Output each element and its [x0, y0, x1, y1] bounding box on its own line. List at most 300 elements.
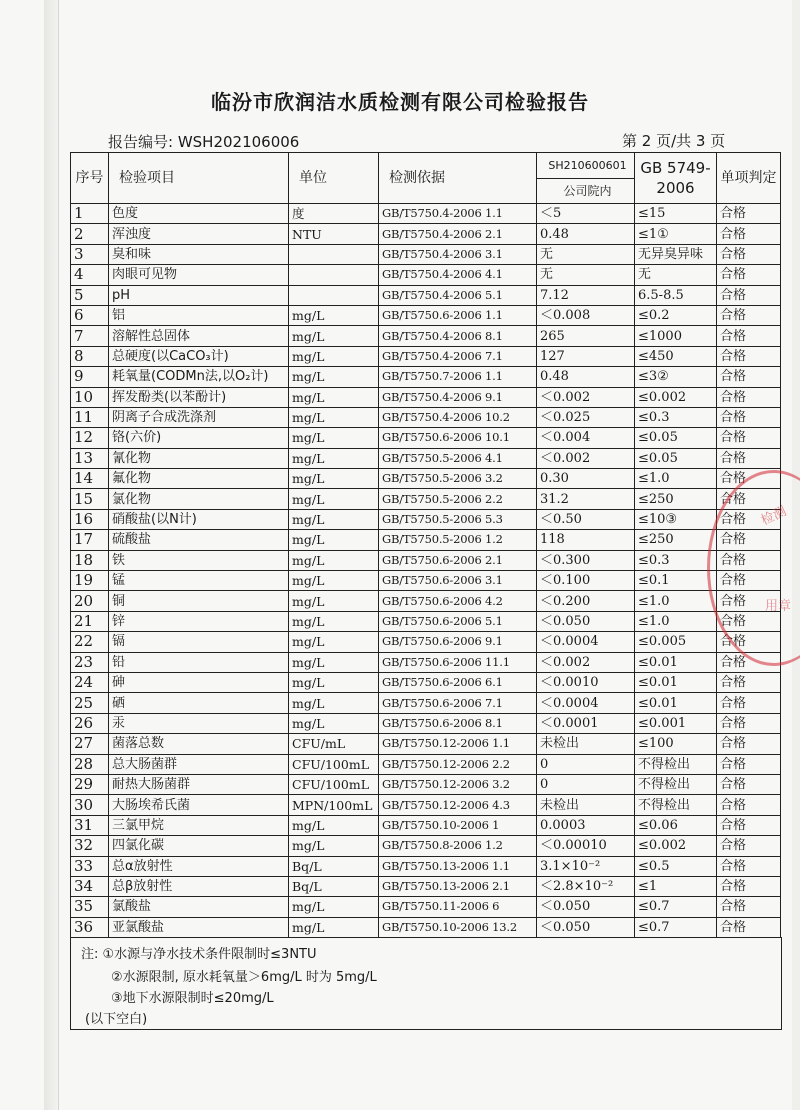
table-row — [71, 346, 781, 366]
row-unit — [289, 285, 379, 305]
row-judge: 合格 — [717, 652, 781, 672]
row-judge: 合格 — [717, 326, 781, 346]
row-limit: 不得检出 — [635, 754, 717, 774]
row-judge: 合格 — [717, 448, 781, 468]
row-number: 32 — [71, 836, 109, 856]
row-method: GB/T5750.6-2006 3.1 — [379, 571, 537, 591]
row-judge: 合格 — [717, 815, 781, 835]
table-row — [71, 917, 781, 937]
row-number: 25 — [71, 693, 109, 713]
row-judge: 合格 — [717, 204, 781, 224]
row-limit: ≤0.002 — [635, 836, 717, 856]
row-number: 29 — [71, 774, 109, 794]
row-method: GB/T5750.5-2006 4.1 — [379, 448, 537, 468]
row-item: 铅 — [109, 652, 289, 672]
row-method: GB/T5750.6-2006 9.1 — [379, 632, 537, 652]
row-unit: mg/L — [289, 917, 379, 937]
row-judge: 合格 — [717, 530, 781, 550]
row-number: 28 — [71, 754, 109, 774]
table-row — [71, 652, 781, 672]
row-item: 氯化物 — [109, 489, 289, 509]
row-result: 未检出 — [537, 734, 635, 754]
row-number: 7 — [71, 326, 109, 346]
row-limit: ≤250 — [635, 530, 717, 550]
row-limit: ≤0.002 — [635, 387, 717, 407]
table-row — [71, 469, 781, 489]
row-limit: ≤1.0 — [635, 469, 717, 489]
table-row — [71, 489, 781, 509]
row-judge: 合格 — [717, 469, 781, 489]
row-limit: 不得检出 — [635, 774, 717, 794]
row-result: 0.0003 — [537, 815, 635, 835]
row-item: 亚氯酸盐 — [109, 917, 289, 937]
row-result: ＜0.050 — [537, 611, 635, 631]
row-method: GB/T5750.10-2006 1 — [379, 815, 537, 835]
row-number: 12 — [71, 428, 109, 448]
row-result: ＜0.050 — [537, 917, 635, 937]
row-unit: mg/L — [289, 815, 379, 835]
row-unit: mg/L — [289, 652, 379, 672]
row-result: 未检出 — [537, 795, 635, 815]
row-result: ＜0.50 — [537, 509, 635, 529]
col-header-item: 检验项目 — [109, 153, 289, 204]
col-header-method: 检测依据 — [379, 153, 537, 204]
row-item: 阴离子合成洗涤剂 — [109, 407, 289, 427]
row-result: ＜0.00010 — [537, 836, 635, 856]
row-number: 34 — [71, 876, 109, 896]
stamp-text-top: 检测 — [758, 504, 789, 529]
row-result: 0.30 — [537, 469, 635, 489]
table-row — [71, 448, 781, 468]
row-limit: ≤0.05 — [635, 428, 717, 448]
row-item: 镉 — [109, 632, 289, 652]
report-title: 临汾市欣润洁水质检测有限公司检验报告 — [211, 90, 589, 114]
row-method: GB/T5750.4-2006 8.1 — [379, 326, 537, 346]
row-number: 10 — [71, 387, 109, 407]
row-judge: 合格 — [717, 611, 781, 631]
row-result: ＜0.025 — [537, 407, 635, 427]
row-judge: 合格 — [717, 428, 781, 448]
row-number: 18 — [71, 550, 109, 570]
row-result: ＜0.0004 — [537, 632, 635, 652]
row-method: GB/T5750.12-2006 1.1 — [379, 734, 537, 754]
row-unit: CFU/mL — [289, 734, 379, 754]
row-number: 33 — [71, 856, 109, 876]
sample-id: SH210600601 — [537, 154, 634, 179]
row-item: 硝酸盐(以N计) — [109, 509, 289, 529]
inspection-table — [70, 152, 781, 938]
row-number: 21 — [71, 611, 109, 631]
page-number: 第 2 页/共 3 页 — [622, 132, 726, 150]
row-limit: 不得检出 — [635, 795, 717, 815]
table-row — [71, 224, 781, 244]
row-method: GB/T5750.6-2006 1.1 — [379, 305, 537, 325]
row-method: GB/T5750.6-2006 4.2 — [379, 591, 537, 611]
table-row — [71, 244, 781, 264]
row-judge: 合格 — [717, 897, 781, 917]
row-unit: Bq/L — [289, 876, 379, 896]
row-limit: ≤1 — [635, 876, 717, 896]
row-result: ＜2.8×10⁻² — [537, 876, 635, 896]
table-row — [71, 305, 781, 325]
row-method: GB/T5750.10-2006 13.2 — [379, 917, 537, 937]
row-method: GB/T5750.4-2006 4.1 — [379, 265, 537, 285]
note-2: ②水源限制, 原水耗氧量＞6mg/L 时为 5mg/L — [111, 970, 377, 985]
row-judge: 合格 — [717, 509, 781, 529]
row-number: 4 — [71, 265, 109, 285]
table-row — [71, 693, 781, 713]
row-result: ＜0.0001 — [537, 713, 635, 733]
row-method: GB/T5750.4-2006 5.1 — [379, 285, 537, 305]
row-unit: mg/L — [289, 305, 379, 325]
row-result: 3.1×10⁻² — [537, 856, 635, 876]
row-item: 总β放射性 — [109, 876, 289, 896]
row-judge: 合格 — [717, 774, 781, 794]
table-row — [71, 632, 781, 652]
row-number: 1 — [71, 204, 109, 224]
row-judge: 合格 — [717, 632, 781, 652]
report-number: 报告编号: WSH202106006 — [108, 133, 300, 151]
row-result: 265 — [537, 326, 635, 346]
row-number: 9 — [71, 367, 109, 387]
row-unit: mg/L — [289, 632, 379, 652]
row-judge: 合格 — [717, 876, 781, 896]
table-row — [71, 795, 781, 815]
row-judge: 合格 — [717, 224, 781, 244]
row-judge: 合格 — [717, 693, 781, 713]
row-item: 色度 — [109, 204, 289, 224]
row-unit: mg/L — [289, 530, 379, 550]
col-header-unit: 单位 — [289, 153, 379, 204]
table-row — [71, 550, 781, 570]
table-header-row — [71, 153, 781, 204]
row-result: 118 — [537, 530, 635, 550]
row-unit: mg/L — [289, 489, 379, 509]
row-result: ＜0.0010 — [537, 672, 635, 692]
row-limit: ≤0.001 — [635, 713, 717, 733]
row-unit: Bq/L — [289, 856, 379, 876]
note-1: 注: ①水源与净水技术条件限制时≤3NTU — [81, 947, 317, 962]
row-limit: ≤10③ — [635, 509, 717, 529]
row-item: 浑浊度 — [109, 224, 289, 244]
row-item: 肉眼可见物 — [109, 265, 289, 285]
row-unit: mg/L — [289, 367, 379, 387]
row-result: 0 — [537, 754, 635, 774]
row-limit: 无异臭异味 — [635, 244, 717, 264]
row-method: GB/T5750.4-2006 2.1 — [379, 224, 537, 244]
row-result: ＜0.002 — [537, 448, 635, 468]
table-row — [71, 571, 781, 591]
row-result: 0 — [537, 774, 635, 794]
row-number: 14 — [71, 469, 109, 489]
row-number: 16 — [71, 509, 109, 529]
table-row — [71, 367, 781, 387]
table-row — [71, 509, 781, 529]
row-unit: mg/L — [289, 346, 379, 366]
row-method: GB/T5750.7-2006 1.1 — [379, 367, 537, 387]
row-limit: ≤0.7 — [635, 917, 717, 937]
row-limit: ≤3② — [635, 367, 717, 387]
row-number: 20 — [71, 591, 109, 611]
row-judge: 合格 — [717, 407, 781, 427]
row-item: 铝 — [109, 305, 289, 325]
row-item: pH — [109, 285, 289, 305]
row-method: GB/T5750.12-2006 2.2 — [379, 754, 537, 774]
col-header-standard — [635, 153, 717, 204]
table-row — [71, 530, 781, 550]
row-number: 13 — [71, 448, 109, 468]
row-unit: NTU — [289, 224, 379, 244]
row-method: GB/T5750.13-2006 2.1 — [379, 876, 537, 896]
row-limit: ≤1① — [635, 224, 717, 244]
row-method: GB/T5750.4-2006 3.1 — [379, 244, 537, 264]
row-judge: 合格 — [717, 856, 781, 876]
row-judge: 合格 — [717, 795, 781, 815]
table-body — [71, 204, 781, 938]
row-unit: mg/L — [289, 672, 379, 692]
row-item: 三氯甲烷 — [109, 815, 289, 835]
row-method: GB/T5750.5-2006 2.2 — [379, 489, 537, 509]
row-unit: CFU/100mL — [289, 774, 379, 794]
row-unit: mg/L — [289, 693, 379, 713]
row-judge: 合格 — [717, 265, 781, 285]
table-row — [71, 265, 781, 285]
row-number: 3 — [71, 244, 109, 264]
row-method: GB/T5750.4-2006 9.1 — [379, 387, 537, 407]
table-row — [71, 611, 781, 631]
row-number: 27 — [71, 734, 109, 754]
row-item: 挥发酚类(以苯酚计) — [109, 387, 289, 407]
row-limit: ≤250 — [635, 489, 717, 509]
row-judge: 合格 — [717, 367, 781, 387]
table-row — [71, 774, 781, 794]
row-method: GB/T5750.4-2006 10.2 — [379, 407, 537, 427]
row-number: 26 — [71, 713, 109, 733]
row-method: GB/T5750.6-2006 6.1 — [379, 672, 537, 692]
row-method: GB/T5750.4-2006 1.1 — [379, 204, 537, 224]
row-judge: 合格 — [717, 489, 781, 509]
row-judge: 合格 — [717, 346, 781, 366]
row-number: 24 — [71, 672, 109, 692]
table-row — [71, 713, 781, 733]
row-unit: mg/L — [289, 550, 379, 570]
row-item: 氟化物 — [109, 469, 289, 489]
row-limit: ≤0.3 — [635, 407, 717, 427]
row-judge: 合格 — [717, 285, 781, 305]
table-row — [71, 836, 781, 856]
row-item: 总大肠菌群 — [109, 754, 289, 774]
row-result: 31.2 — [537, 489, 635, 509]
row-limit: ≤100 — [635, 734, 717, 754]
row-result: 7.12 — [537, 285, 635, 305]
row-method: GB/T5750.13-2006 1.1 — [379, 856, 537, 876]
table-row — [71, 734, 781, 754]
row-item: 耐热大肠菌群 — [109, 774, 289, 794]
row-result: ＜0.300 — [537, 550, 635, 570]
row-item: 大肠埃希氏菌 — [109, 795, 289, 815]
row-number: 36 — [71, 917, 109, 937]
row-number: 11 — [71, 407, 109, 427]
row-judge: 合格 — [717, 754, 781, 774]
table-row — [71, 897, 781, 917]
table-row — [71, 815, 781, 835]
row-item: 汞 — [109, 713, 289, 733]
table-row — [71, 856, 781, 876]
row-unit: MPN/100mL — [289, 795, 379, 815]
row-limit: ≤1.0 — [635, 591, 717, 611]
note-3: ③地下水源限制时≤20mg/L — [111, 991, 274, 1006]
row-result: ＜0.100 — [537, 571, 635, 591]
table-row — [71, 428, 781, 448]
row-limit: ≤0.005 — [635, 632, 717, 652]
row-unit: mg/L — [289, 387, 379, 407]
row-item: 锰 — [109, 571, 289, 591]
row-judge: 合格 — [717, 571, 781, 591]
note-blank: (以下空白) — [85, 1012, 148, 1027]
row-number: 17 — [71, 530, 109, 550]
row-limit: ≤0.1 — [635, 571, 717, 591]
row-unit: mg/L — [289, 407, 379, 427]
row-method: GB/T5750.6-2006 2.1 — [379, 550, 537, 570]
row-limit: ≤450 — [635, 346, 717, 366]
row-unit: mg/L — [289, 469, 379, 489]
row-item: 总硬度(以CaCO₃计) — [109, 346, 289, 366]
row-method: GB/T5750.6-2006 8.1 — [379, 713, 537, 733]
row-method: GB/T5750.6-2006 5.1 — [379, 611, 537, 631]
row-limit: ≤0.01 — [635, 693, 717, 713]
row-unit: mg/L — [289, 509, 379, 529]
row-result: ＜0.002 — [537, 387, 635, 407]
row-method: GB/T5750.5-2006 5.3 — [379, 509, 537, 529]
row-unit: mg/L — [289, 591, 379, 611]
row-unit: mg/L — [289, 713, 379, 733]
row-limit: ≤1.0 — [635, 611, 717, 631]
row-limit: ≤0.05 — [635, 448, 717, 468]
row-judge: 合格 — [717, 305, 781, 325]
row-number: 30 — [71, 795, 109, 815]
row-number: 22 — [71, 632, 109, 652]
row-result: ＜0.050 — [537, 897, 635, 917]
row-judge: 合格 — [717, 591, 781, 611]
row-number: 5 — [71, 285, 109, 305]
table-row — [71, 876, 781, 896]
row-method: GB/T5750.8-2006 1.2 — [379, 836, 537, 856]
row-limit: ≤15 — [635, 204, 717, 224]
row-result: ＜0.0004 — [537, 693, 635, 713]
table-row — [71, 407, 781, 427]
col-header-no: 序号 — [71, 153, 109, 204]
row-number: 23 — [71, 652, 109, 672]
row-judge: 合格 — [717, 917, 781, 937]
row-method: GB/T5750.12-2006 3.2 — [379, 774, 537, 794]
row-result: 无 — [537, 265, 635, 285]
row-result: 无 — [537, 244, 635, 264]
row-unit: mg/L — [289, 326, 379, 346]
row-result: ＜0.008 — [537, 305, 635, 325]
row-number: 35 — [71, 897, 109, 917]
row-unit — [289, 265, 379, 285]
row-result: ＜5 — [537, 204, 635, 224]
row-limit: ≤0.01 — [635, 672, 717, 692]
stamp-text-bottom: 用章 — [765, 599, 792, 614]
row-judge: 合格 — [717, 836, 781, 856]
row-method: GB/T5750.12-2006 4.3 — [379, 795, 537, 815]
standard-label: GB 5749-2006 — [640, 159, 711, 197]
notes-box — [70, 937, 782, 1030]
row-method: GB/T5750.6-2006 7.1 — [379, 693, 537, 713]
row-number: 31 — [71, 815, 109, 835]
page-edge-left — [44, 0, 59, 1110]
row-result: 0.48 — [537, 224, 635, 244]
row-number: 8 — [71, 346, 109, 366]
row-number: 19 — [71, 571, 109, 591]
row-item: 氯酸盐 — [109, 897, 289, 917]
row-limit: ≤0.06 — [635, 815, 717, 835]
sample-location: 公司院内 — [563, 183, 612, 198]
row-item: 铜 — [109, 591, 289, 611]
row-result: 127 — [537, 346, 635, 366]
row-unit: mg/L — [289, 571, 379, 591]
table-row — [71, 387, 781, 407]
row-item: 硒 — [109, 693, 289, 713]
table-row — [71, 754, 781, 774]
row-number: 15 — [71, 489, 109, 509]
row-judge: 合格 — [717, 734, 781, 754]
row-result: 0.48 — [537, 367, 635, 387]
row-judge: 合格 — [717, 672, 781, 692]
row-unit: mg/L — [289, 428, 379, 448]
row-limit: ≤0.3 — [635, 550, 717, 570]
row-judge: 合格 — [717, 387, 781, 407]
row-unit: CFU/100mL — [289, 754, 379, 774]
row-item: 菌落总数 — [109, 734, 289, 754]
row-limit: ≤0.5 — [635, 856, 717, 876]
row-unit: mg/L — [289, 836, 379, 856]
table-row — [71, 204, 781, 224]
col-header-sample — [537, 153, 635, 204]
row-result: ＜0.200 — [537, 591, 635, 611]
table-row — [71, 591, 781, 611]
row-method: GB/T5750.6-2006 10.1 — [379, 428, 537, 448]
row-limit: 6.5-8.5 — [635, 285, 717, 305]
row-item: 四氯化碳 — [109, 836, 289, 856]
row-item: 砷 — [109, 672, 289, 692]
row-unit: mg/L — [289, 611, 379, 631]
row-method: GB/T5750.11-2006 6 — [379, 897, 537, 917]
row-limit: ≤1000 — [635, 326, 717, 346]
row-item: 铁 — [109, 550, 289, 570]
row-item: 锌 — [109, 611, 289, 631]
row-method: GB/T5750.5-2006 1.2 — [379, 530, 537, 550]
row-item: 总α放射性 — [109, 856, 289, 876]
row-judge: 合格 — [717, 550, 781, 570]
row-unit: mg/L — [289, 448, 379, 468]
row-limit: 无 — [635, 265, 717, 285]
row-result: ＜0.004 — [537, 428, 635, 448]
row-judge: 合格 — [717, 713, 781, 733]
row-unit — [289, 244, 379, 264]
row-unit: mg/L — [289, 897, 379, 917]
table-row — [71, 326, 781, 346]
row-limit: ≤0.7 — [635, 897, 717, 917]
row-unit: 度 — [289, 204, 379, 224]
row-limit: ≤0.01 — [635, 652, 717, 672]
row-judge: 合格 — [717, 244, 781, 264]
table-row — [71, 672, 781, 692]
col-header-judge: 单项判定 — [717, 153, 781, 204]
row-item: 氰化物 — [109, 448, 289, 468]
row-method: GB/T5750.6-2006 11.1 — [379, 652, 537, 672]
